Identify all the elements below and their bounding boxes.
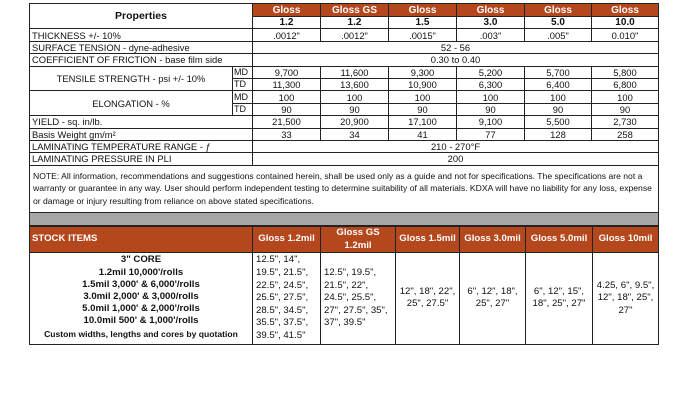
properties-table bbox=[29, 3, 659, 226]
spec-sheet bbox=[29, 3, 658, 345]
stock-widths: 6", 12", 15", 18", 25", 27" bbox=[526, 253, 593, 344]
cell: 9,100 bbox=[457, 116, 525, 128]
column-header: Gloss bbox=[253, 4, 321, 17]
stock-column-header: Gloss GS 1.2mil bbox=[321, 227, 396, 253]
row-label: COEFFICIENT OF FRICTION - base film side bbox=[30, 54, 253, 66]
row-label: THICKNESS +/- 10% bbox=[30, 29, 253, 41]
column-thickness: 5.0 bbox=[525, 17, 592, 29]
column-header: Gloss bbox=[389, 4, 457, 17]
row-label: YIELD - sq. in/lb. bbox=[30, 116, 253, 128]
cell: 52 - 56 bbox=[253, 41, 659, 53]
row-label: Basis Weight gm/m² bbox=[30, 128, 253, 140]
cell: 5,200 bbox=[457, 66, 525, 78]
stock-widths: 12.5", 19.5", 21.5", 22", 24.5", 25.5", 27", 27.5", 35", 37", 39.5" bbox=[321, 253, 396, 344]
cell: 100 bbox=[457, 91, 525, 103]
stock-widths: 12", 18", 22", 25", 27.5" bbox=[396, 253, 460, 344]
column-thickness: 3.0 bbox=[457, 17, 525, 29]
cell: 2,730 bbox=[592, 116, 659, 128]
friction-row bbox=[30, 54, 659, 66]
cell: 90 bbox=[457, 103, 525, 115]
stock-item: 1.2mil 10,000'/rolls bbox=[98, 266, 184, 278]
cell: 20,900 bbox=[321, 116, 389, 128]
cell: 90 bbox=[389, 103, 457, 115]
cell: 210 - 270°F bbox=[253, 140, 659, 152]
cell: .005" bbox=[525, 29, 592, 41]
thickness-row bbox=[30, 29, 659, 41]
laminating-temp-row bbox=[30, 140, 659, 152]
cell: 41 bbox=[389, 128, 457, 140]
cell: 33 bbox=[253, 128, 321, 140]
cell: 9,300 bbox=[389, 66, 457, 78]
cell: 9,700 bbox=[253, 66, 321, 78]
cell: 258 bbox=[592, 128, 659, 140]
row-label: LAMINATING TEMPERATURE RANGE - ƒ bbox=[30, 140, 253, 152]
cell: 90 bbox=[592, 103, 659, 115]
row-label: LAMINATING PRESSURE IN PLI bbox=[30, 153, 253, 165]
stock-column-header: Gloss 1.2mil bbox=[253, 227, 321, 253]
row-label: SURFACE TENSION - dyne-adhesive bbox=[30, 41, 253, 53]
cell: 13,600 bbox=[321, 78, 389, 90]
cell: 5,700 bbox=[525, 66, 592, 78]
stock-column-header: Gloss 3.0mil bbox=[460, 227, 526, 253]
yield-row bbox=[30, 116, 659, 128]
column-header: Gloss bbox=[457, 4, 525, 17]
stock-items-table bbox=[29, 226, 659, 344]
cell: 6,400 bbox=[525, 78, 592, 90]
cell: 90 bbox=[321, 103, 389, 115]
stock-item: 3.0mil 2,000' & 3,000/rolls bbox=[83, 290, 199, 302]
section-divider bbox=[30, 213, 659, 226]
cell: 0.010" bbox=[592, 29, 659, 41]
laminating-pressure-row bbox=[30, 153, 659, 165]
tensile-md-row bbox=[30, 66, 659, 78]
stock-item: 5.0mil 1,000' & 2,000'/rolls bbox=[82, 303, 200, 315]
stock-column-header: Gloss 5.0mil bbox=[526, 227, 593, 253]
column-thickness: 1.2 bbox=[253, 17, 321, 29]
cell: 77 bbox=[457, 128, 525, 140]
column-thickness: 1.5 bbox=[389, 17, 457, 29]
stock-items-header: STOCK ITEMS bbox=[30, 227, 253, 253]
properties-header: Properties bbox=[30, 4, 253, 29]
cell: 100 bbox=[592, 91, 659, 103]
cell: 34 bbox=[321, 128, 389, 140]
cell: 10,900 bbox=[389, 78, 457, 90]
cell: 5,800 bbox=[592, 66, 659, 78]
column-header: Gloss bbox=[592, 4, 659, 17]
disclaimer-note: NOTE: All information, recommendations and suggestions contained herein, shall be used only as a guide and not for specifications. The specifications are not a warranty or guarantee in any way. User should perform independent testing to determine suitability of all materials. KDXA will have no liability for any loss, expense or damage or injury resulting from reliance on above stated specifications. bbox=[30, 165, 659, 213]
cell: 11,300 bbox=[253, 78, 321, 90]
stock-column-header: Gloss 1.5mil bbox=[396, 227, 460, 253]
stock-item: 3" CORE bbox=[120, 254, 162, 266]
cell: .0015" bbox=[389, 29, 457, 41]
basis-weight-row bbox=[30, 128, 659, 140]
stock-column-header: Gloss 10mil bbox=[593, 227, 659, 253]
stock-body-row bbox=[30, 253, 659, 344]
cell: 5,500 bbox=[525, 116, 592, 128]
column-header: Gloss bbox=[525, 4, 592, 17]
column-thickness: 10.0 bbox=[592, 17, 659, 29]
stock-widths: 4.25, 6", 9.5", 12", 18", 25", 27" bbox=[593, 253, 659, 344]
column-header: Gloss GS bbox=[321, 4, 389, 17]
td-label: TD bbox=[233, 78, 253, 90]
cell: 100 bbox=[321, 91, 389, 103]
surface-tension-row bbox=[30, 41, 659, 53]
stock-item: 10.0mil 500' & 1,000'/rolls bbox=[83, 315, 199, 327]
cell: 17,100 bbox=[389, 116, 457, 128]
row-label: ELONGATION - % bbox=[30, 91, 233, 116]
cell: 100 bbox=[525, 91, 592, 103]
stock-widths: 12.5", 14", 19.5", 21.5", 22.5", 24.5", 25.5", 27.5", 28.5", 34.5", 35.5", 37.5", 39.5", 41.5" bbox=[253, 253, 321, 344]
cell: .0012" bbox=[321, 29, 389, 41]
cell: 100 bbox=[389, 91, 457, 103]
column-thickness: 1.2 bbox=[321, 17, 389, 29]
cell: .0012" bbox=[253, 29, 321, 41]
cell: 0.30 to 0.40 bbox=[253, 54, 659, 66]
cell: 90 bbox=[253, 103, 321, 115]
cell: .003" bbox=[457, 29, 525, 41]
cell: 100 bbox=[253, 91, 321, 103]
md-label: MD bbox=[233, 66, 253, 78]
cell: 6,300 bbox=[457, 78, 525, 90]
cell: 128 bbox=[525, 128, 592, 140]
row-label: TENSILE STRENGTH - psi +/- 10% bbox=[30, 66, 233, 91]
td-label: TD bbox=[233, 103, 253, 115]
cell: 11,600 bbox=[321, 66, 389, 78]
stock-item: Custom widths, lengths and cores by quotation bbox=[44, 328, 238, 339]
cell: 6,800 bbox=[592, 78, 659, 90]
elongation-md-row bbox=[30, 91, 659, 103]
cell: 200 bbox=[253, 153, 659, 165]
stock-widths: 6", 12", 18", 25", 27" bbox=[460, 253, 526, 344]
cell: 90 bbox=[525, 103, 592, 115]
stock-item: 1.5mil 3,000' & 6,000'/rolls bbox=[82, 278, 200, 290]
stock-items-list bbox=[30, 253, 253, 344]
cell: 21,500 bbox=[253, 116, 321, 128]
md-label: MD bbox=[233, 91, 253, 103]
